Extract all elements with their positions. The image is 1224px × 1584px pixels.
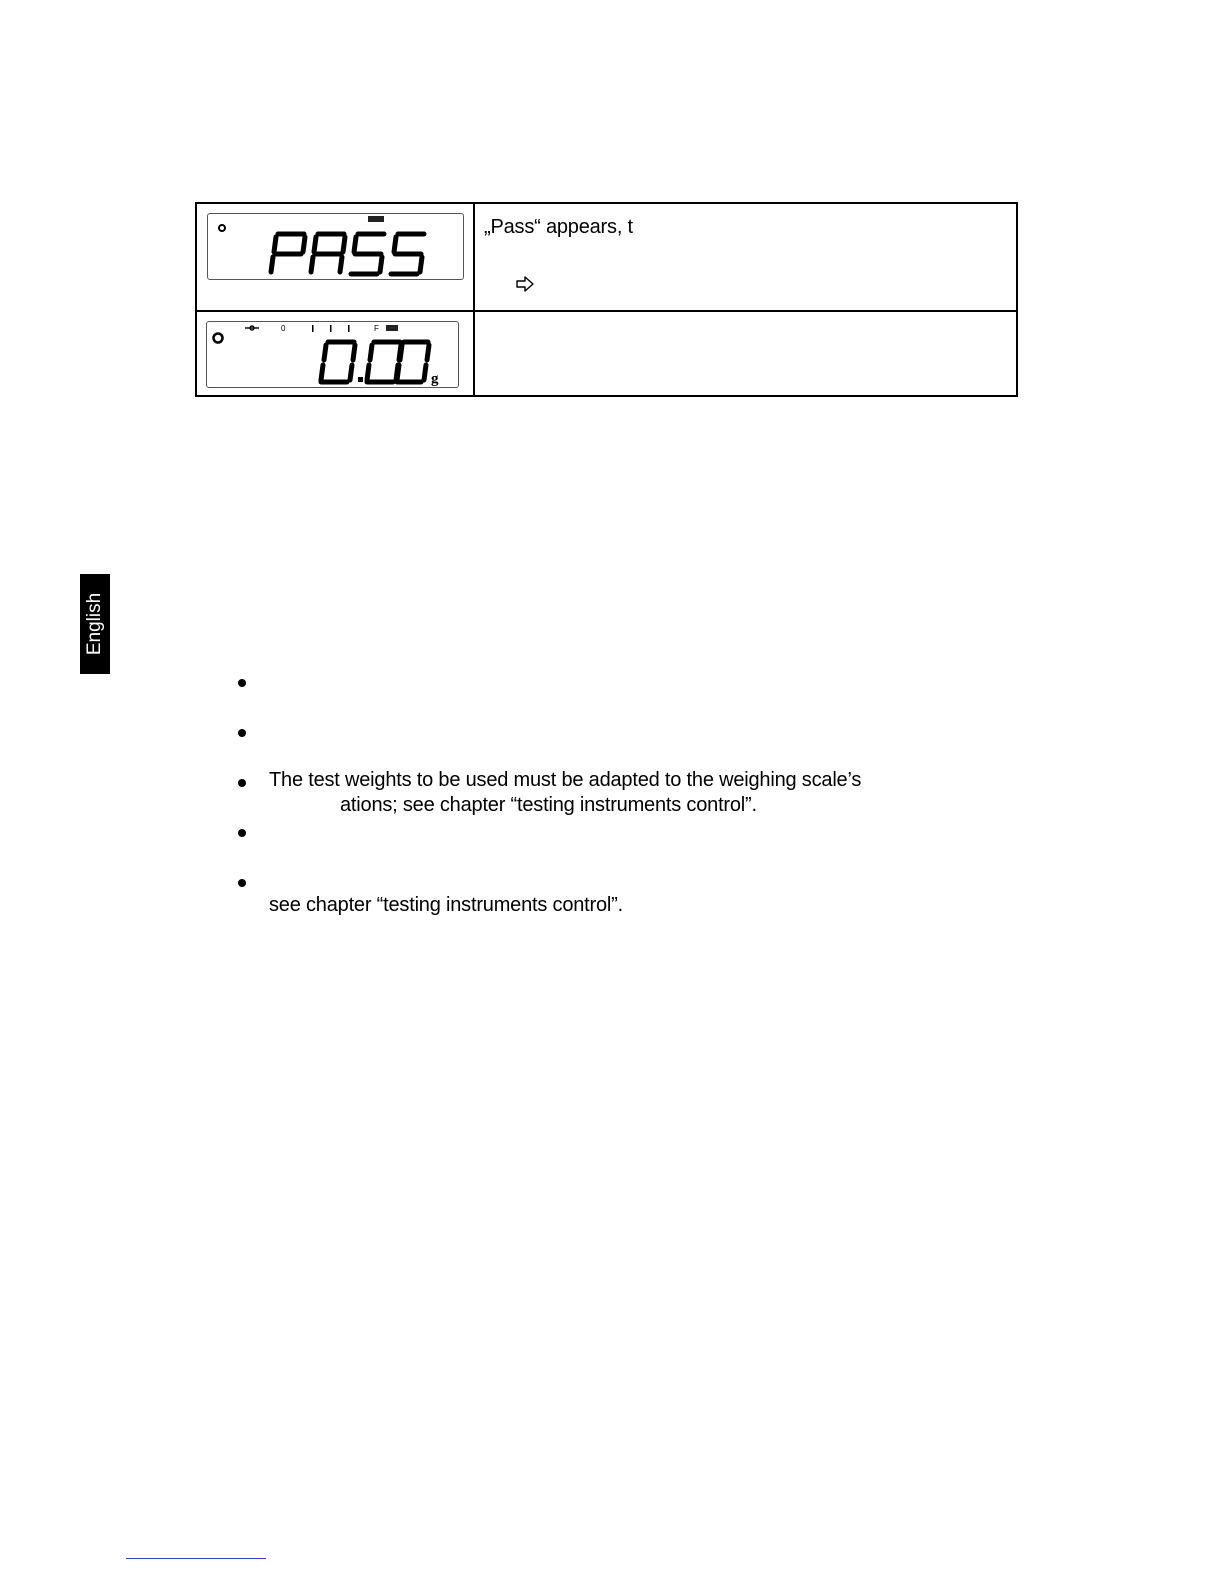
lcd-display-pass bbox=[207, 213, 464, 280]
bullet-point bbox=[238, 829, 246, 837]
footnote-rule bbox=[126, 1558, 266, 1559]
table-row bbox=[197, 204, 1016, 312]
stability-indicator-icon bbox=[214, 334, 223, 343]
procedure-table bbox=[195, 202, 1018, 397]
bullet-text: see chapter “testing instruments control”. bbox=[269, 894, 623, 916]
table-row bbox=[197, 310, 1016, 397]
language-tab bbox=[80, 574, 110, 674]
lcd-display-zero bbox=[206, 321, 459, 388]
battery-icon bbox=[386, 325, 398, 331]
battery-icon bbox=[368, 216, 384, 222]
bullet-point bbox=[238, 679, 246, 687]
indicator-label: 0 bbox=[281, 324, 286, 333]
step-description: „Pass“ appears, t bbox=[484, 216, 633, 238]
unit-label: g bbox=[431, 371, 439, 387]
bullet-point bbox=[238, 779, 246, 787]
bullet-text: The test weights to be used must be adapted to the weighing scale’s bbox=[269, 769, 862, 791]
bullet-point bbox=[238, 879, 246, 887]
stability-indicator-icon bbox=[219, 225, 225, 231]
decimal-point bbox=[358, 377, 363, 382]
bullet-point bbox=[238, 729, 246, 737]
bullet-text: ations; see chapter “testing instruments control”. bbox=[340, 794, 757, 816]
zero-indicator-icon bbox=[245, 326, 259, 330]
zero-display-graphic bbox=[207, 322, 460, 389]
indicator-label: F bbox=[374, 324, 379, 333]
language-tab-label: English bbox=[84, 592, 105, 656]
pass-display-graphic bbox=[208, 214, 465, 281]
arrow-right-outline-icon bbox=[515, 276, 535, 292]
